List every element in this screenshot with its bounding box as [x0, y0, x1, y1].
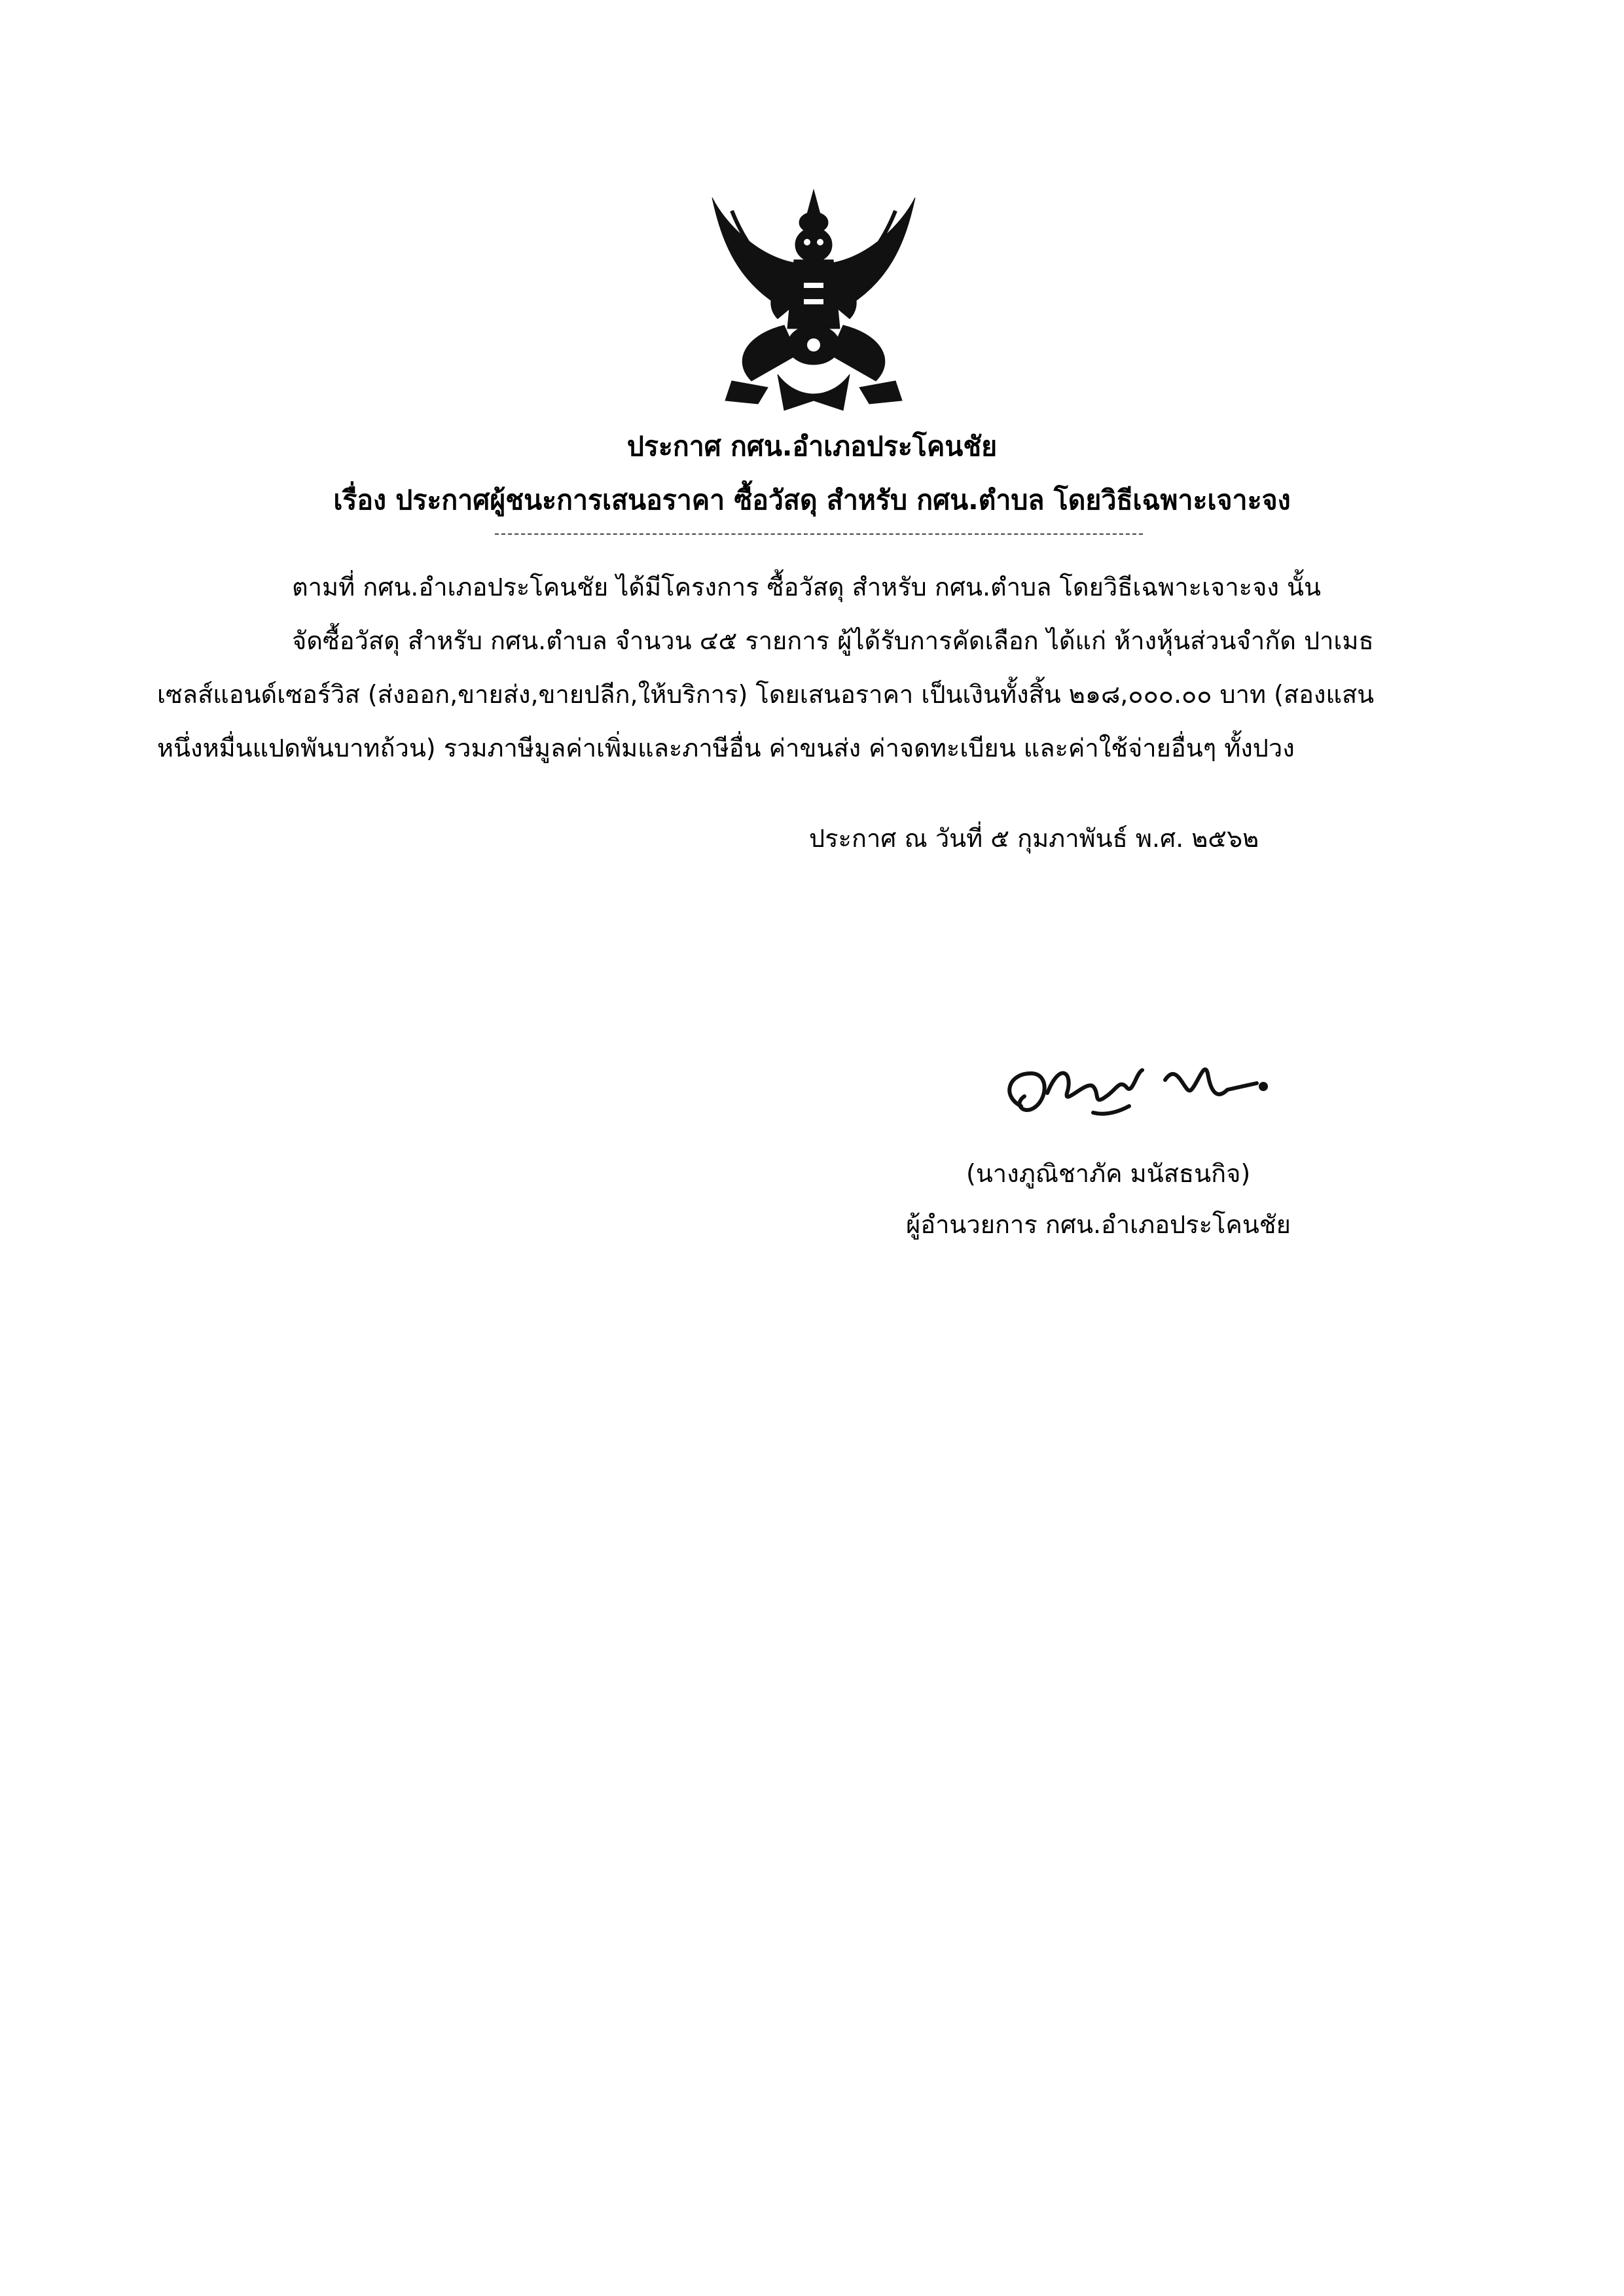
body-line-1: ตามที่ กศน.อำเภอประโคนชัย ได้มีโครงการ ซื้อวัสดุ สำหรับ กศน.ตำบล โดยวิธีเฉพาะเจาะจง นั้น [292, 573, 1321, 601]
body-line-2: จัดซื้อวัสดุ สำหรับ กศน.ตำบล จำนวน ๔๕ รายการ ผู้ได้รับการคัดเลือก ได้แก่ ห้างหุ้นส่วนจำกัด ปาเมธ [292, 626, 1374, 655]
body-line-4: หนึ่งหมื่นแปดพันบาทถ้วน) รวมภาษีมูลค่าเพิ่มและภาษีอื่น ค่าขนส่ง ค่าจดทะเบียน และค่าใช้จ่ายอื่นๆ ทั้งปวง [157, 734, 1295, 762]
signer-position: ผู้อำนวยการ กศน.อำเภอประโคนชัย [906, 1210, 1291, 1239]
document-subject: เรื่อง ประกาศผู้ชนะการเสนอราคา ซื้อวัสดุ สำหรับ กศน.ตำบล โดยวิธีเฉพาะเจาะจง [333, 484, 1291, 516]
divider [495, 533, 1143, 535]
document-title: ประกาศ กศน.อำเภอประโคนชัย [626, 431, 998, 462]
signer-name: (นางภูณิชาภัค มนัสธนกิจ) [966, 1159, 1251, 1188]
announcement-date: ประกาศ ณ วันที่ ๕ กุมภาพันธ์ พ.ศ. ๒๕๖๒ [809, 824, 1259, 853]
handwritten-signature-icon [995, 1034, 1283, 1139]
garuda-emblem-icon [706, 185, 922, 420]
body-line-3: เซลส์แอนด์เซอร์วิส (ส่งออก,ขายส่ง,ขายปลีก,ให้บริการ) โดยเสนอราคา เป็นเงินทั้งสิ้น ๒๑๘,๐๐๐.๐๐ บาท (สองแสน [157, 680, 1375, 709]
